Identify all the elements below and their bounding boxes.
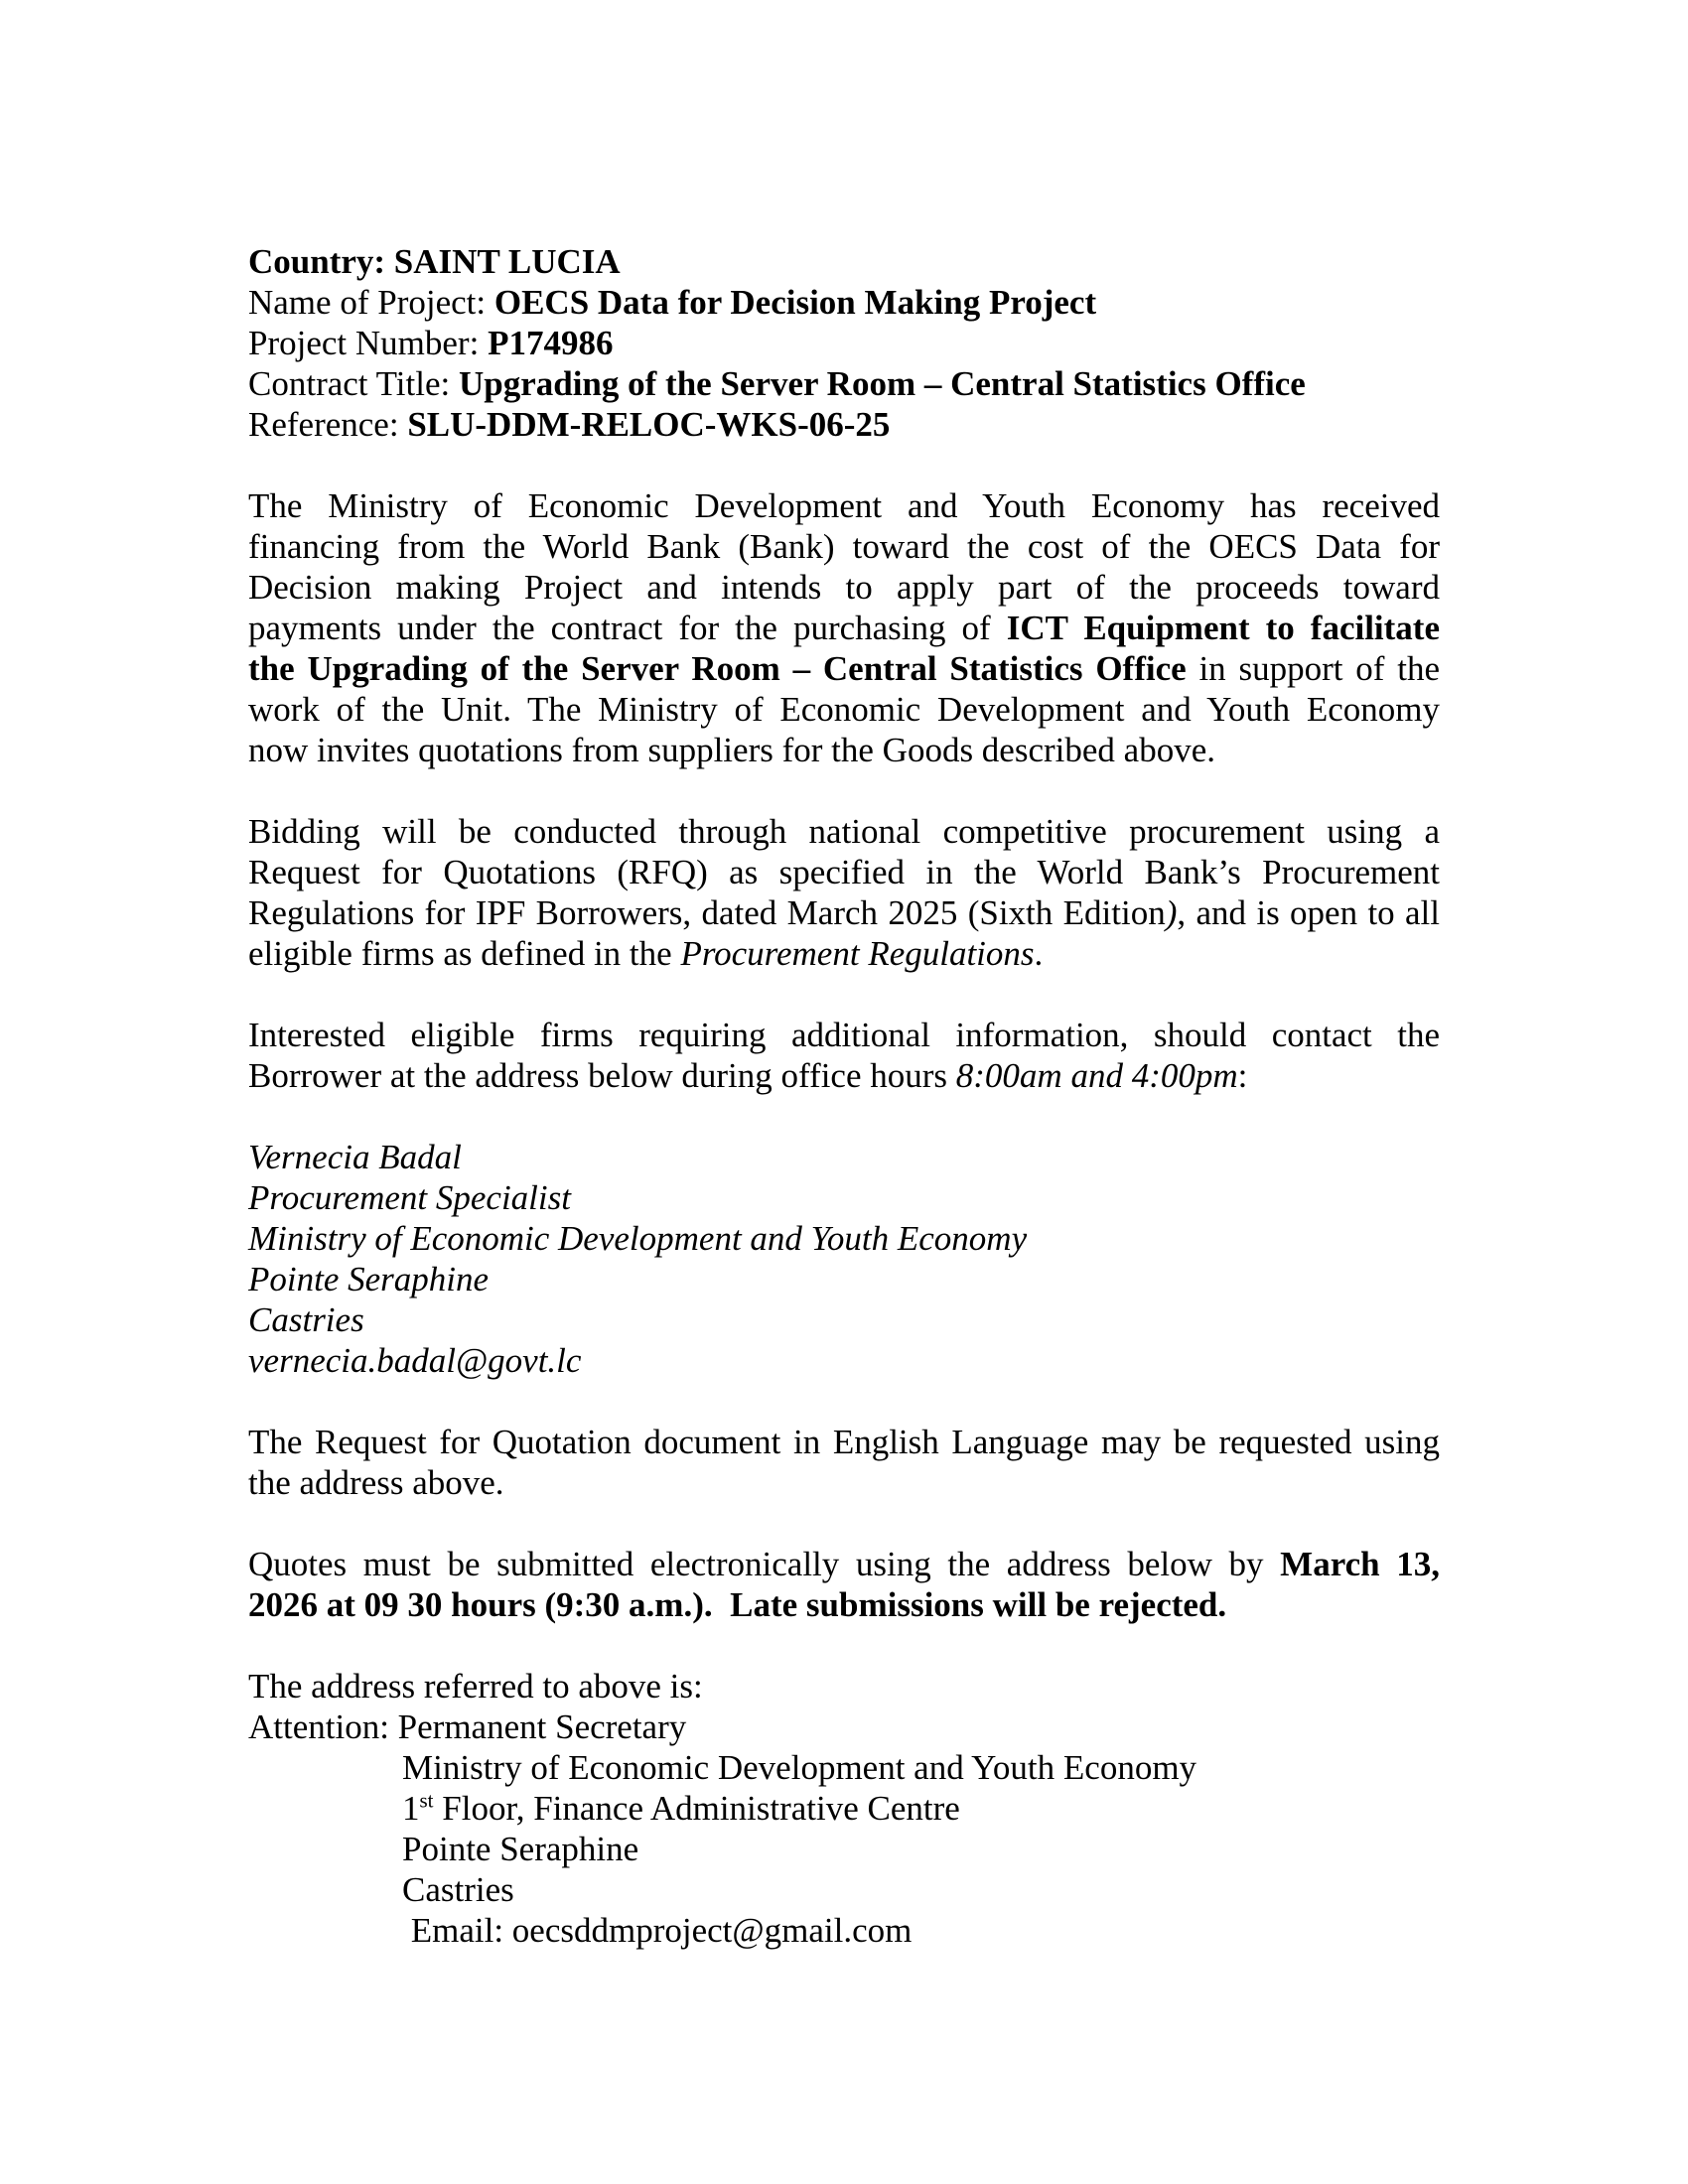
text-run: Interested eligible firms requiring additional information, should contact the xyxy=(248,1016,1440,1054)
text-line xyxy=(248,1177,1440,1218)
text-run: Pointe Seraphine xyxy=(402,1830,639,1868)
text-run: Name of Project: xyxy=(248,283,494,322)
text-run: OECS Data for Decision Making Project xyxy=(493,283,1097,322)
text-line xyxy=(248,1015,1440,1055)
text-run: Reference: xyxy=(248,405,408,444)
text-run: vernecia.badal@govt.lc xyxy=(248,1341,582,1380)
document-body xyxy=(248,241,1440,1951)
text-run: financing from the World Bank (Bank) toward the cost of the OECS Data for xyxy=(248,527,1440,566)
project-header xyxy=(248,241,1440,445)
text-line xyxy=(248,1829,1440,1869)
text-run: Vernecia Badal xyxy=(248,1138,462,1176)
text-run: SLU-DDM-RELOC-WKS-06-25 xyxy=(407,405,891,444)
text-run: P174986 xyxy=(488,324,614,362)
text-run: Upgrading of the Server Room – Central Statistics Office xyxy=(458,364,1306,403)
text-run: ) xyxy=(1165,893,1178,932)
contact-request-paragraph xyxy=(248,1015,1440,1096)
text-run: The Request for Quotation document in English Language may be requested using xyxy=(248,1423,1440,1461)
text-run: Attention: Permanent Secretary xyxy=(248,1707,687,1746)
text-line xyxy=(248,1584,1440,1625)
text-line xyxy=(248,648,1440,689)
text-run: Email: oecsddmproject@gmail.com xyxy=(402,1911,913,1950)
text-run: 2026 at 09 30 hours (9:30 a.m.). Late submissions will be rejected. xyxy=(248,1585,1227,1624)
text-line xyxy=(248,323,1440,363)
text-line xyxy=(248,1218,1440,1259)
text-line xyxy=(248,1259,1440,1299)
text-line xyxy=(248,1666,1440,1706)
text-run: Bidding will be conducted through national competitive procurement using a xyxy=(248,812,1440,851)
text-run: 8:00am and 4:00pm xyxy=(955,1056,1238,1095)
text-run: Castries xyxy=(248,1300,364,1339)
text-run: the address above. xyxy=(248,1463,504,1502)
text-line xyxy=(248,485,1440,526)
text-run: Castries xyxy=(402,1870,514,1909)
text-run: in support of the xyxy=(1186,649,1440,688)
text-line xyxy=(248,1055,1440,1096)
text-run: Project Number: xyxy=(248,324,489,362)
text-line xyxy=(248,1788,1440,1829)
text-run: Procurement Regulations xyxy=(680,934,1035,973)
submission-deadline-paragraph xyxy=(248,1544,1440,1625)
text-line xyxy=(248,1462,1440,1503)
intro-paragraph xyxy=(248,485,1440,770)
text-line xyxy=(248,1422,1440,1462)
text-line xyxy=(248,1137,1440,1177)
text-line xyxy=(248,1544,1440,1584)
text-run: Borrower at the address below during office hours xyxy=(248,1056,956,1095)
text-run: eligible firms as defined in the xyxy=(248,934,681,973)
text-run: Quotes must be submitted electronically using the address below by xyxy=(248,1545,1281,1583)
text-line xyxy=(248,811,1440,852)
text-line xyxy=(248,1910,1440,1951)
text-line xyxy=(248,1869,1440,1910)
text-line xyxy=(248,1706,1440,1747)
text-line xyxy=(248,1747,1440,1788)
text-run: the Upgrading of the Server Room – Central Statistics Office xyxy=(248,649,1187,688)
text-line xyxy=(248,1299,1440,1340)
text-run: . xyxy=(1034,934,1044,973)
text-run: Procurement Specialist xyxy=(248,1178,571,1217)
text-run: Regulations for IPF Borrowers, dated March 2025 (Sixth Edition xyxy=(248,893,1166,932)
text-run: now invites quotations from suppliers for the Goods described above. xyxy=(248,731,1215,769)
text-line xyxy=(248,1340,1440,1381)
text-line xyxy=(248,526,1440,567)
text-run: The Ministry of Economic Development and Youth Economy has received xyxy=(248,486,1440,525)
text-run: Decision making Project and intends to apply part of the proceeds toward xyxy=(248,568,1440,607)
text-line xyxy=(248,241,1440,282)
text-line xyxy=(248,730,1440,770)
text-line xyxy=(248,363,1440,404)
text-run: Ministry of Economic Development and Youth Economy xyxy=(248,1219,1028,1258)
text-run: Contract Title: xyxy=(248,364,459,403)
text-line xyxy=(248,892,1440,933)
text-run: st xyxy=(419,1788,434,1813)
text-run: payments under the contract for the purchasing of xyxy=(248,609,1007,647)
text-run: Request for Quotations (RFQ) as specified in the World Bank’s Procurement xyxy=(248,853,1440,891)
submission-address-block xyxy=(248,1666,1440,1951)
text-run: Pointe Seraphine xyxy=(248,1260,490,1298)
text-line xyxy=(248,852,1440,892)
text-line xyxy=(248,282,1440,323)
text-run: 1 xyxy=(402,1789,420,1828)
text-run: work of the Unit. The Ministry of Economic Development and Youth Economy xyxy=(248,690,1440,729)
text-run: Floor, Finance Administrative Centre xyxy=(433,1789,960,1828)
text-run: Ministry of Economic Development and Youth Economy xyxy=(402,1748,1197,1787)
text-run: , and is open to all xyxy=(1177,893,1441,932)
text-line xyxy=(248,567,1440,608)
rfq-language-paragraph xyxy=(248,1422,1440,1503)
bidding-paragraph xyxy=(248,811,1440,974)
text-run: The address referred to above is: xyxy=(248,1667,703,1706)
text-line xyxy=(248,933,1440,974)
text-run: March 13, xyxy=(1280,1545,1440,1583)
text-run: : xyxy=(1237,1056,1248,1095)
text-line xyxy=(248,608,1440,648)
borrower-contact-block xyxy=(248,1137,1440,1381)
text-run: ICT Equipment to facilitate xyxy=(1006,609,1440,647)
text-run: Country: SAINT LUCIA xyxy=(248,242,621,281)
text-line xyxy=(248,689,1440,730)
text-line xyxy=(248,404,1440,445)
